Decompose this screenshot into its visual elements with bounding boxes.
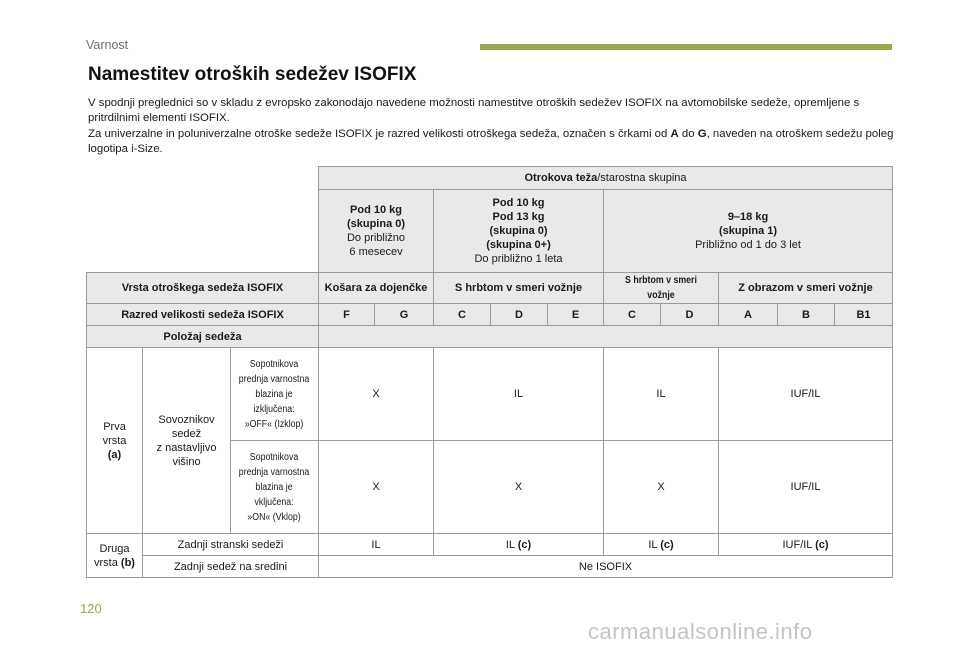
size-class-cell: D — [491, 304, 548, 326]
airbag-off-line: prednja varnostna — [239, 373, 310, 385]
group-0plus-header — [434, 190, 604, 273]
airbag-on-line: prednja varnostna — [239, 466, 310, 478]
group-b-line: (skupina 0+) — [486, 239, 551, 251]
rear-side-value-text: IL — [505, 538, 518, 551]
size-class-cell: B1 — [835, 304, 893, 326]
table-corner-blank — [87, 167, 319, 273]
airbag-on-line: »ON« (Vklop) — [247, 511, 302, 523]
group-a-line: Pod 10 kg — [350, 204, 402, 216]
size-class-cell: A — [719, 304, 778, 326]
page-title: Namestitev otroških sedežev ISOFIX — [88, 64, 417, 85]
airbag-off-value: X — [319, 348, 434, 441]
size-class-cell: E — [548, 304, 604, 326]
second-row-label — [87, 534, 143, 578]
second-row-line: Druga — [99, 542, 130, 555]
passenger-line: višino — [172, 455, 201, 468]
rear-side-note: (c) — [660, 538, 674, 551]
airbag-off-value: IUF/IL — [719, 348, 893, 441]
weight-group-header — [319, 167, 893, 190]
isofix-table — [86, 166, 893, 578]
type-carrycot: Košara za dojenčke — [319, 273, 434, 304]
rear-side-note: (c) — [517, 538, 532, 551]
group-a-line: Do približno — [346, 232, 406, 244]
second-row-line: (b) — [120, 556, 135, 569]
airbag-on-line: vključena: — [254, 496, 295, 508]
passenger-line: sedež — [171, 427, 202, 440]
size-class-cell: D — [661, 304, 719, 326]
first-row-line: Prva — [103, 420, 126, 433]
seat-position-filler — [319, 326, 893, 348]
type-forward-facing: Z obrazom v smeri vožnje — [719, 273, 893, 304]
row-label-seat-type: Vrsta otroškega sedeža ISOFIX — [87, 273, 319, 304]
passenger-line: Sovoznikov — [158, 413, 215, 426]
intro-text-part: Za univerzalne in poluniverzalne otroške sedeže ISOFIX je razred velikosti otroškega sedeža, označen s črkami od — [88, 127, 671, 140]
airbag-off-line: Sopotnikova — [250, 358, 299, 370]
type-rear-facing: S hrbtom v smeri vožnje — [434, 273, 604, 304]
intro-paragraph-2 — [88, 127, 896, 158]
airbag-off-line: »OFF« (Izklop) — [245, 418, 304, 430]
rear-side-value-text: IUF/IL — [782, 538, 816, 551]
airbag-off-line: blazina je — [255, 388, 294, 400]
rear-side-value-text: IL — [648, 538, 661, 551]
group-c-line: 9–18 kg — [727, 211, 769, 223]
rear-side-note: (c) — [815, 538, 829, 551]
row-label-seat-position: Položaj sedeža — [87, 326, 319, 348]
first-row-label — [87, 348, 143, 534]
size-class-cell: C — [434, 304, 491, 326]
rear-center-seat-label: Zadnji sedež na sredini — [143, 556, 319, 578]
size-class-cell: C — [604, 304, 661, 326]
intro-text — [88, 96, 896, 158]
rear-center-value: Ne ISOFIX — [319, 556, 893, 578]
group-b-line: Pod 10 kg — [492, 197, 545, 209]
airbag-off-value: IL — [604, 348, 719, 441]
rear-side-seats-label: Zadnji stranski sedeži — [143, 534, 319, 556]
type-rear-facing-2-text: S hrbtom v smeri vožnje — [625, 275, 697, 301]
intro-letter-g: G — [697, 127, 707, 140]
section-label: Varnost — [86, 38, 129, 52]
airbag-off-text — [239, 357, 309, 432]
group-b-line: (skupina 0) — [489, 225, 548, 237]
rear-side-value — [719, 534, 893, 556]
page-number: 120 — [80, 601, 102, 616]
first-row-line: (a) — [107, 448, 122, 461]
group-b-line: Pod 13 kg — [492, 211, 545, 223]
airbag-on-value: X — [434, 441, 604, 534]
group-c-line: Približno od 1 do 3 let — [695, 239, 801, 251]
airbag-on-value: X — [604, 441, 719, 534]
type-rear-facing-2 — [604, 273, 719, 304]
weight-group-rest: /starostna skupina — [597, 172, 687, 184]
passenger-seat-label — [143, 348, 231, 534]
intro-text-part: do — [678, 127, 698, 140]
group-a-line: (skupina 0) — [346, 218, 406, 230]
weight-group-bold: Otrokova teža — [524, 172, 598, 184]
rear-side-value — [604, 534, 719, 556]
group-a-line: 6 mesecev — [349, 246, 403, 258]
airbag-on-label — [231, 441, 319, 534]
group-1-header — [604, 190, 893, 273]
group-b-line: Do približno 1 leta — [474, 253, 563, 265]
airbag-off-line: izključena: — [253, 403, 296, 415]
airbag-on-line: Sopotnikova — [250, 451, 299, 463]
airbag-on-value: X — [319, 441, 434, 534]
second-row-line: vrsta — [94, 556, 118, 569]
row-label-size-class: Razred velikosti sedeža ISOFIX — [87, 304, 319, 326]
airbag-on-value: IUF/IL — [719, 441, 893, 534]
airbag-on-text — [239, 450, 309, 525]
intro-letter-a: A — [670, 127, 679, 140]
size-class-cell: F — [319, 304, 375, 326]
group-0-header — [319, 190, 434, 273]
section-accent-bar — [480, 44, 892, 50]
intro-text-part: , naveden na otroškem sedežu poleg logotipa i-Size. — [88, 127, 894, 156]
rear-side-value: IL — [319, 534, 434, 556]
group-c-line: (skupina 1) — [718, 225, 778, 237]
size-class-cell: B — [778, 304, 835, 326]
airbag-off-label — [231, 348, 319, 441]
watermark: carmanualsonline.info — [588, 619, 813, 644]
airbag-on-line: blazina je — [255, 481, 294, 493]
size-class-cell: G — [375, 304, 434, 326]
first-row-line: vrsta — [102, 434, 127, 447]
rear-side-value — [434, 534, 604, 556]
intro-paragraph-1: V spodnji preglednici so v skladu z evropsko zakonodajo navedene možnosti namestitve otroških sedežev ISOFIX na avtomobilske sedeže, opremljene s pritrdilnimi elementi ISOFIX. — [88, 97, 860, 125]
passenger-line: z nastavljivo — [156, 441, 217, 454]
airbag-off-value: IL — [434, 348, 604, 441]
